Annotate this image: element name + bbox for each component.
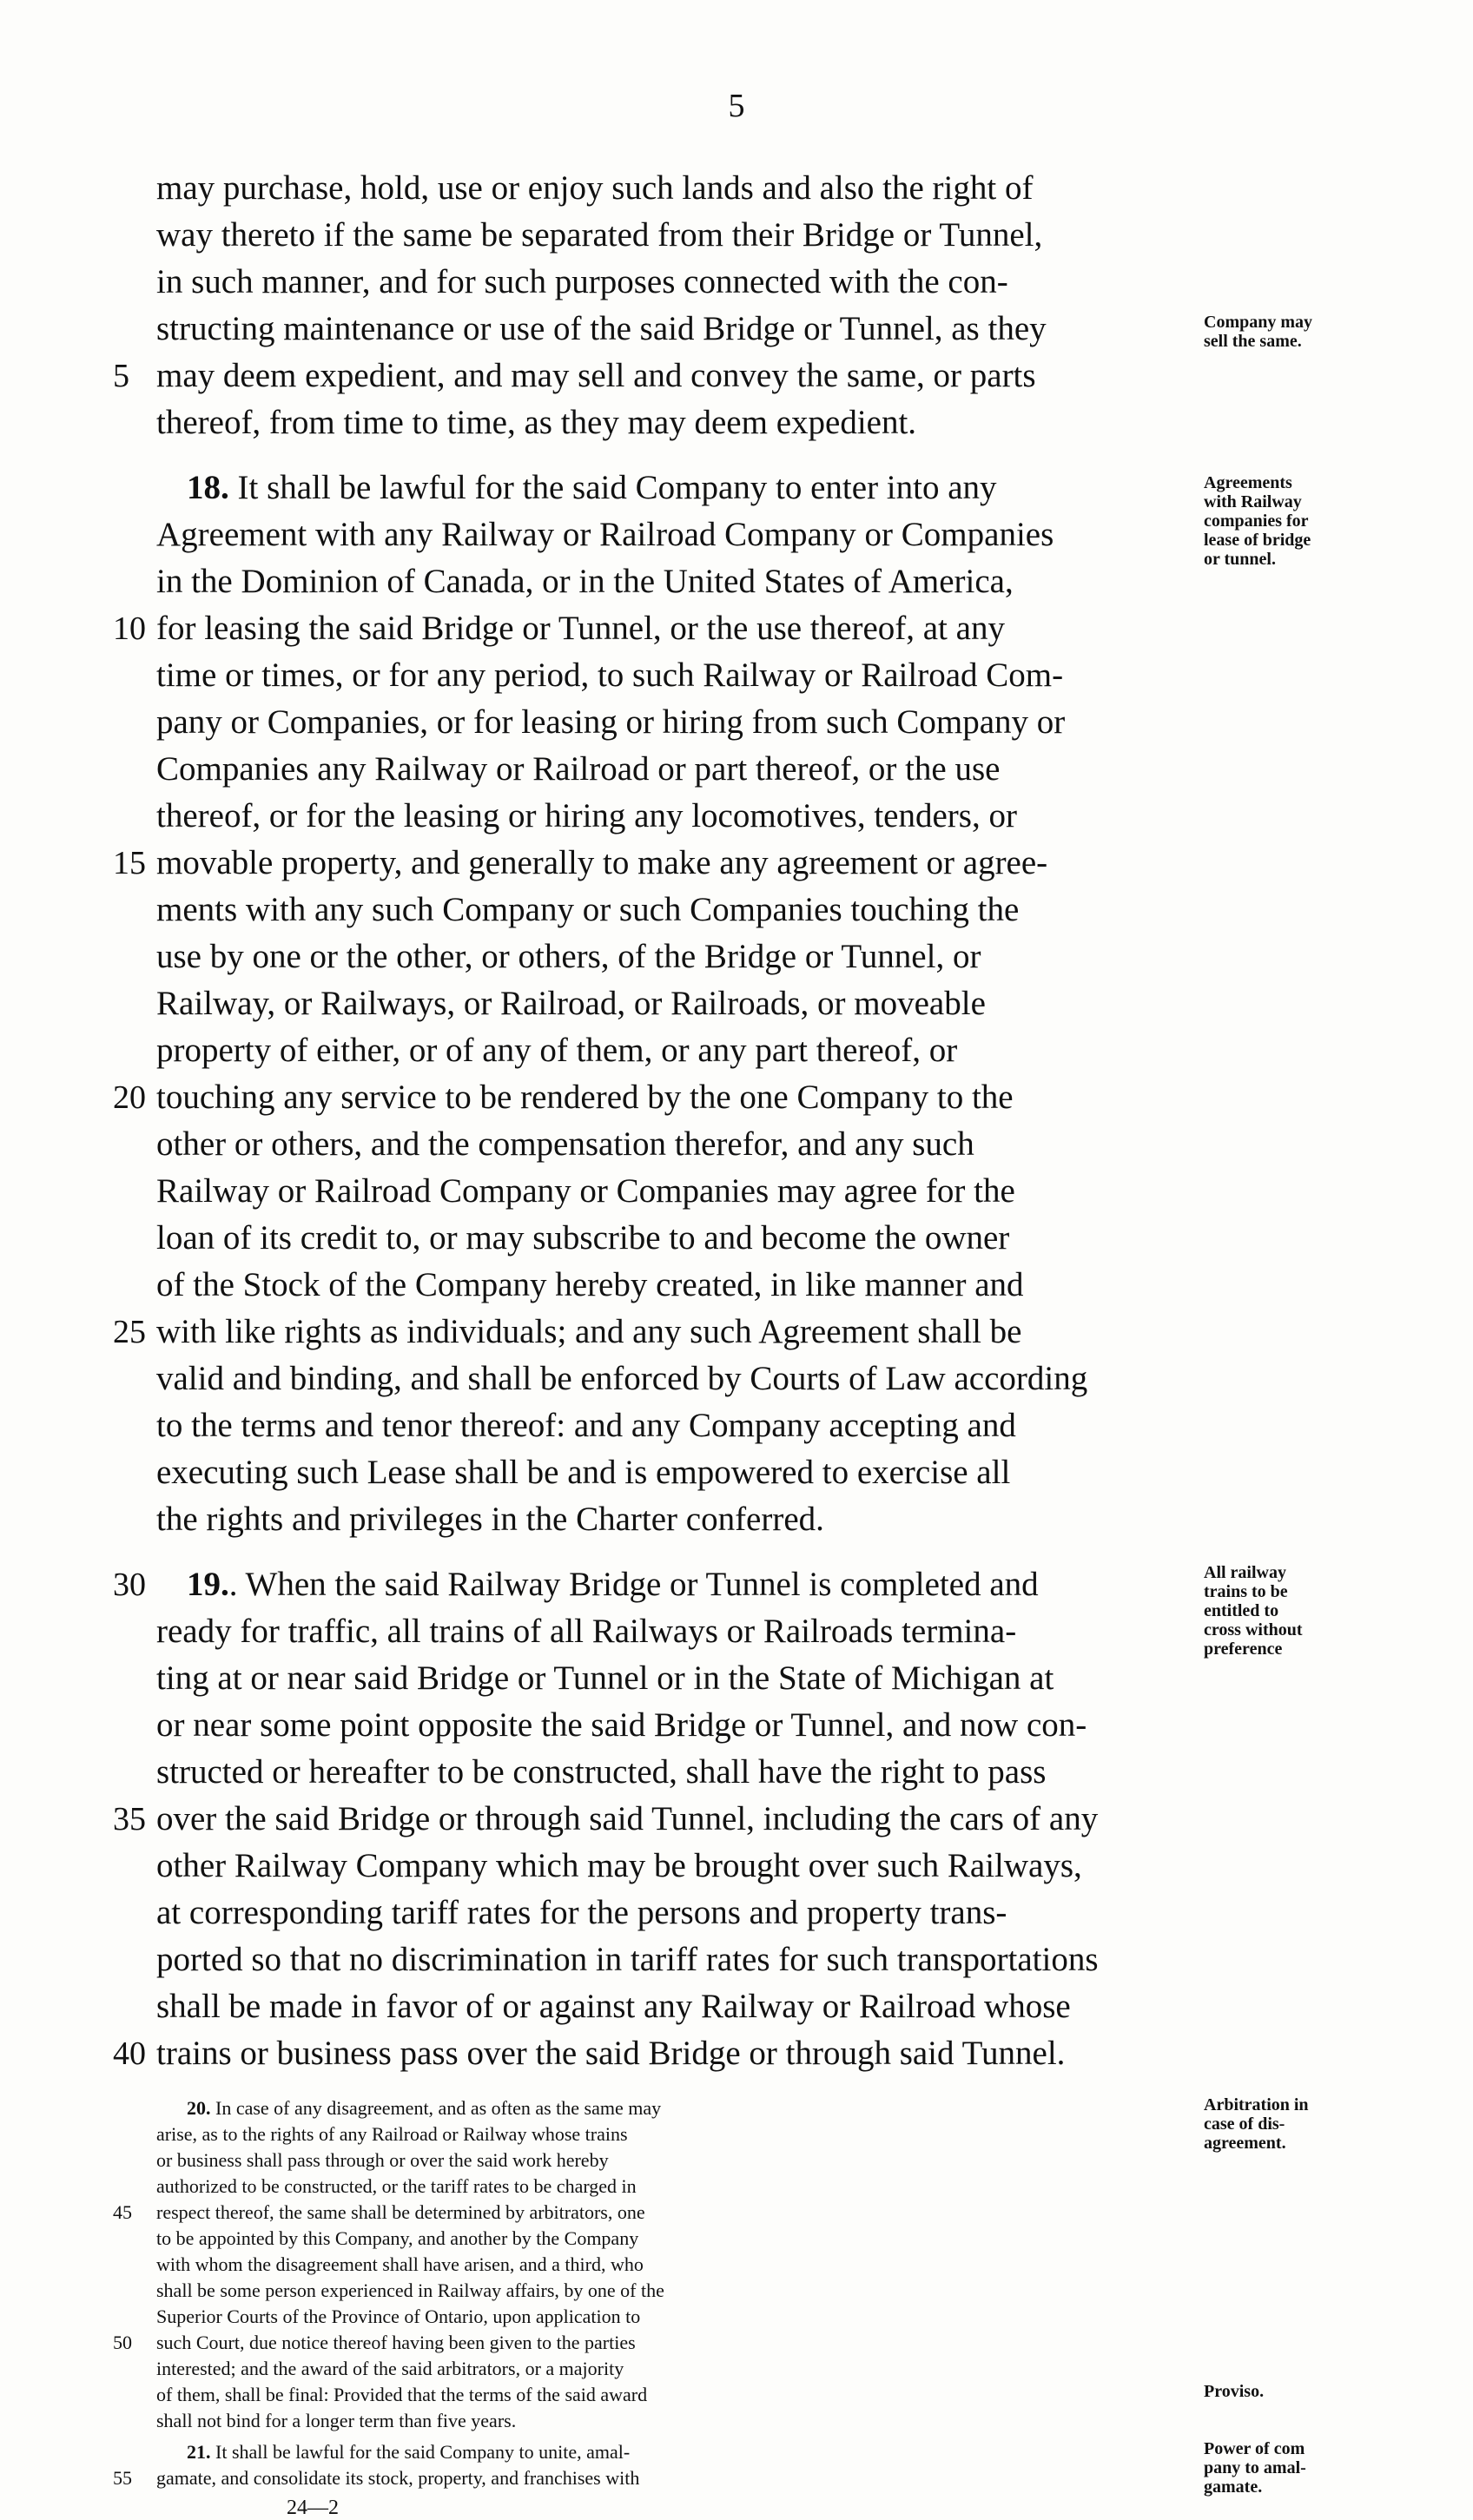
section-number: 21. xyxy=(187,2441,211,2463)
line-number: 20 xyxy=(113,1079,146,1116)
text-line: the rights and privileges in the Charter conferred. xyxy=(156,1501,824,1538)
line-number: 5 xyxy=(113,358,129,394)
text-line: for leasing the said Bridge or Tunnel, or the use thereof, at any xyxy=(156,610,1005,647)
text-line: ting at or near said Bridge or Tunnel or in the State of Michigan at xyxy=(156,1659,1054,1697)
line-number: 55 xyxy=(113,2467,132,2489)
text-line: Agreement with any Railway or Railroad Company or Companies xyxy=(156,516,1054,553)
text-line: in the Dominion of Canada, or in the United States of America, xyxy=(156,563,1014,600)
text-line: Railway or Railroad Company or Companies may agree for the xyxy=(156,1172,1015,1210)
text-line: Superior Courts of the Province of Ontario, upon application to xyxy=(156,2306,641,2327)
text-line: structed or hereafter to be constructed, shall have the right to pass xyxy=(156,1753,1047,1791)
line-number: 15 xyxy=(113,845,146,881)
text-line: . When the said Railway Bridge or Tunnel is completed and xyxy=(228,1566,1039,1603)
text-line: touching any service to be rendered by the one Company to the xyxy=(156,1079,1014,1116)
margin-note: All railway trains to be entitled to cross without preference xyxy=(1204,1563,1303,1659)
text-line: may deem expedient, and may sell and convey the same, or parts xyxy=(156,357,1036,394)
text-line: ments with any such Company or such Companies touching the xyxy=(156,891,1020,928)
section-number: 20. xyxy=(187,2097,211,2119)
section-first-line xyxy=(156,465,1190,511)
line-number: 35 xyxy=(113,1801,146,1837)
text-line: respect thereof, the same shall be determined by arbitrators, one xyxy=(156,2201,645,2223)
section-first-line xyxy=(156,1561,1190,1608)
text-line: interested; and the award of the said arbitrators, or a majority xyxy=(156,2358,624,2379)
text-line: ready for traffic, all trains of all Railways or Railroads termina- xyxy=(156,1613,1017,1650)
text-line: at corresponding tariff rates for the persons and property trans- xyxy=(156,1894,1007,1931)
text-line: over the said Bridge or through said Tunnel, including the cars of any xyxy=(156,1800,1099,1837)
text-line: property of either, or of any of them, or any part thereof, or xyxy=(156,1032,958,1069)
text-line: shall be made in favor of or against any Railway or Railroad whose xyxy=(156,1988,1071,2025)
text-line: structing maintenance or use of the said Bridge or Tunnel, as they xyxy=(156,310,1047,347)
line-number: 30 xyxy=(113,1567,146,1603)
line-number: 45 xyxy=(113,2201,132,2223)
text-line: with whom the disagreement shall have arisen, and a third, who xyxy=(156,2253,644,2275)
text-line: shall not bind for a longer term than five years. xyxy=(156,2410,517,2431)
page-number: 5 xyxy=(728,88,745,124)
line-number: 40 xyxy=(113,2035,146,2072)
text-line: In case of any disagreement, and as often as the same may xyxy=(210,2097,662,2119)
text-line: such Court, due notice thereof having been given to the parties xyxy=(156,2332,636,2353)
margin-note: Power of com pany to amal- gamate. xyxy=(1204,2439,1306,2497)
text-line: or business shall pass through or over the said work hereby xyxy=(156,2149,609,2171)
text-line: pany or Companies, or for leasing or hiring from such Company or xyxy=(156,703,1066,741)
text-line: in such manner, and for such purposes connected with the con- xyxy=(156,263,1008,300)
text-line: trains or business pass over the said Bridge or through said Tunnel. xyxy=(156,2035,1066,2072)
text-line: time or times, or for any period, to such Railway or Railroad Com- xyxy=(156,656,1064,694)
text-line: thereof, or for the leasing or hiring any locomotives, tenders, or xyxy=(156,797,1017,835)
printer-signature: 24—2 xyxy=(287,2497,339,2519)
text-line: other or others, and the compensation therefor, and any such xyxy=(156,1125,974,1163)
text-line: of the Stock of the Company hereby created, in like manner and xyxy=(156,1266,1024,1303)
text-line: It shall be lawful for the said Company to unite, amal- xyxy=(210,2441,631,2463)
margin-note: Agreements with Railway companies for lease of bridge or tunnel. xyxy=(1204,473,1311,569)
text-line: movable property, and generally to make any agreement or agree- xyxy=(156,844,1048,881)
line-number: 10 xyxy=(113,610,146,647)
text-line: with like rights as individuals; and any such Agreement shall be xyxy=(156,1313,1022,1350)
text-line: gamate, and consolidate its stock, property, and franchises with xyxy=(156,2467,640,2489)
text-line: executing such Lease shall be and is empowered to exercise all xyxy=(156,1454,1011,1491)
line-number: 50 xyxy=(113,2332,132,2353)
text-line: to be appointed by this Company, and another by the Company xyxy=(156,2227,639,2249)
text-line: ported so that no discrimination in tariff rates for such transportations xyxy=(156,1941,1099,1978)
text-line: may purchase, hold, use or enjoy such lands and also the right of xyxy=(156,169,1034,207)
text-line: other Railway Company which may be brought over such Railways, xyxy=(156,1847,1082,1884)
section-number: 19. xyxy=(187,1566,229,1603)
text-line: authorized to be constructed, or the tariff rates to be charged in xyxy=(156,2175,637,2197)
text-line: use by one or the other, or others, of the Bridge or Tunnel, or xyxy=(156,938,981,975)
section-first-line xyxy=(156,2095,1190,2121)
text-line: of them, shall be final: Provided that the terms of the said award xyxy=(156,2384,648,2405)
text-line: shall be some person experienced in Railway affairs, by one of the xyxy=(156,2279,664,2301)
margin-note: Proviso. xyxy=(1204,2382,1265,2401)
text-line: arise, as to the rights of any Railroad or Railway whose trains xyxy=(156,2123,628,2145)
text-line: or near some point opposite the said Bridge or Tunnel, and now con- xyxy=(156,1706,1087,1744)
text-line: Railway, or Railways, or Railroad, or Railroads, or moveable xyxy=(156,985,986,1022)
text-line: valid and binding, and shall be enforced by Courts of Law according xyxy=(156,1360,1088,1397)
text-line: thereof, from time to time, as they may deem expedient. xyxy=(156,404,917,441)
text-line: Companies any Railway or Railroad or part thereof, or the use xyxy=(156,750,1001,788)
text-line: to the terms and tenor thereof: and any Company accepting and xyxy=(156,1407,1016,1444)
margin-note: Company may sell the same. xyxy=(1204,313,1313,351)
text-line: It shall be lawful for the said Company to enter into any xyxy=(228,469,997,506)
text-line: way thereto if the same be separated from their Bridge or Tunnel, xyxy=(156,216,1043,254)
section-number: 18. xyxy=(187,469,229,506)
line-number: 25 xyxy=(113,1314,146,1350)
section-first-line xyxy=(156,2439,1190,2465)
text-line: loan of its credit to, or may subscribe to and become the owner xyxy=(156,1219,1010,1257)
margin-note: Arbitration in case of dis- agreement. xyxy=(1204,2095,1309,2153)
